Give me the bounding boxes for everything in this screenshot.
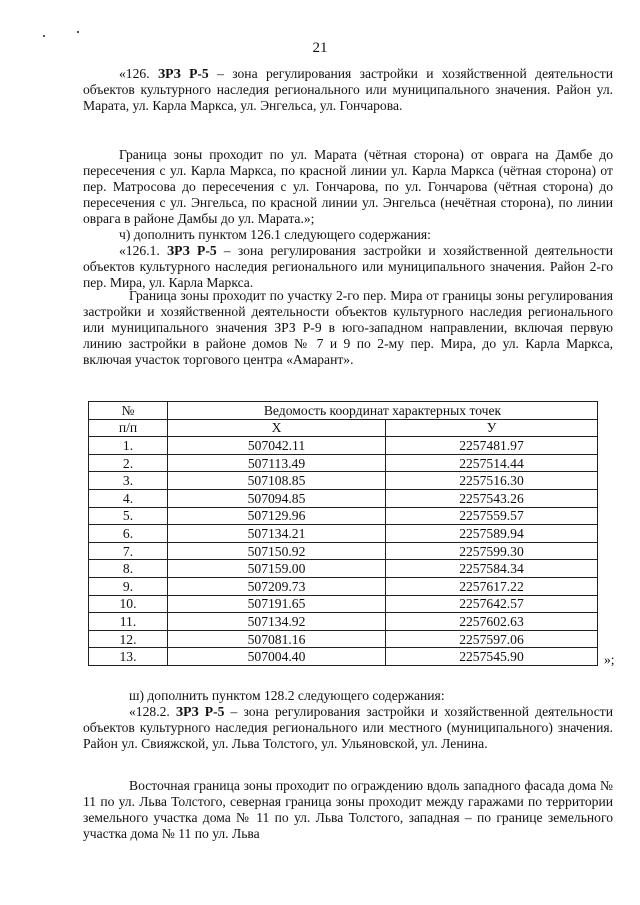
table-row	[89, 489, 598, 507]
table-row	[89, 630, 598, 648]
x-coordinate: 507113.49	[168, 454, 386, 472]
y-coordinate: 2257602.63	[386, 613, 598, 631]
table-row	[89, 525, 598, 543]
clause-126-1-border: Граница зоны проходит по участку 2-го пер. Мира от границы зоны регулирования застройки и хозяйственной деятельности объектов культурного наследия регионального или муниципального значения ЗРЗ Р-9 в юго-западном направлении, включая первую линию застройки в районе домов № 7 и 9 по 2-му пер. Мира, до ул. Карла Маркса, включая участок торгового центра «Амарант».	[83, 288, 613, 367]
table-row	[89, 437, 598, 455]
y-coordinate: 2257599.30	[386, 542, 598, 560]
x-coordinate: 507042.11	[168, 437, 386, 455]
x-coordinate: 507150.92	[168, 542, 386, 560]
row-number: 8.	[89, 560, 168, 578]
x-coordinate: 507129.96	[168, 507, 386, 525]
y-coordinate: 2257516.30	[386, 472, 598, 490]
row-number: 6.	[89, 525, 168, 543]
clause-126: «126. ЗРЗ Р-5 – зона регулирования застройки и хозяйственной деятельности объектов культурного наследия регионального или муниципального значения. Район ул. Марата, ул. Карла Маркса, ул. Энгельса, ул. Гончарова.	[83, 66, 613, 113]
zone-code: ЗРЗ Р-5	[167, 243, 217, 258]
x-coordinate: 507159.00	[168, 560, 386, 578]
row-number: 5.	[89, 507, 168, 525]
y-coordinate: 2257584.34	[386, 560, 598, 578]
table-row	[89, 560, 598, 578]
table-row	[89, 613, 598, 631]
header-number-sub: п/п	[89, 419, 168, 437]
x-coordinate: 507004.40	[168, 648, 386, 666]
y-coordinate: 2257642.57	[386, 595, 598, 613]
row-number: 4.	[89, 489, 168, 507]
table-row	[89, 472, 598, 490]
y-coordinate: 2257589.94	[386, 525, 598, 543]
row-number: 10.	[89, 595, 168, 613]
clause-126-1: «126.1. ЗРЗ Р-5 – зона регулирования застройки и хозяйственной деятельности объектов культурного наследия регионального или муниципального значения. Район 2-го пер. Мира, ул. Карла Маркса.	[83, 243, 613, 290]
x-coordinate: 507081.16	[168, 630, 386, 648]
clause-128-2: «128.2. ЗРЗ Р-5 – зона регулирования застройки и хозяйственной деятельности объектов культурного наследия регионального или местного (муниципального) значения. Район ул. Свияжской, ул. Льва Толстого, ул. Ульяновской, ул. Ленина.	[83, 704, 614, 751]
header-title: Ведомость координат характерных точек	[168, 402, 598, 420]
x-coordinate: 507094.85	[168, 489, 386, 507]
x-coordinate: 507209.73	[168, 577, 386, 595]
row-number: 1.	[89, 437, 168, 455]
table-row	[89, 648, 598, 666]
x-coordinate: 507134.92	[168, 613, 386, 631]
table-header-row	[89, 402, 598, 420]
row-number: 9.	[89, 577, 168, 595]
table-row	[89, 542, 598, 560]
x-coordinate: 507191.65	[168, 595, 386, 613]
table-header-row	[89, 419, 598, 437]
header-x: X	[168, 419, 386, 437]
table-row	[89, 577, 598, 595]
coordinates-table	[88, 401, 598, 666]
y-coordinate: 2257514.44	[386, 454, 598, 472]
page-number: 21	[312, 40, 328, 56]
clause-128-2-border: Восточная граница зоны проходит по ограждению вдоль западного фасада дома № 11 по ул. Льва Толстого, северная граница зоны проходит между гаражами по территории земельного участка дома № 11 по ул. Льва Толстого, западная – по границе земельного участка дома № 11 по ул. Льва	[83, 778, 613, 841]
x-coordinate: 507134.21	[168, 525, 386, 543]
y-coordinate: 2257481.97	[386, 437, 598, 455]
y-coordinate: 2257597.06	[386, 630, 598, 648]
row-number: 3.	[89, 472, 168, 490]
y-coordinate: 2257543.26	[386, 489, 598, 507]
row-number: 7.	[89, 542, 168, 560]
header-number: №	[89, 402, 168, 420]
table-row	[89, 595, 598, 613]
row-number: 2.	[89, 454, 168, 472]
row-number: 11.	[89, 613, 168, 631]
table-row	[89, 507, 598, 525]
clause-126-border: Граница зоны проходит по ул. Марата (чётная сторона) от оврага на Дамбе до пересечения с ул. Карла Маркса, по красной линии ул. Карла Маркса (чётная сторона) от пер. Матросова до пересечения с ул. Гончарова, по ул. Гончарова (чётная сторона) до пересечения с ул. Энгельса, по красной линии ул. Энгельса (нечётная сторона), по линии оврага в районе Дамбы до ул. Марата.»;	[83, 147, 613, 226]
row-number: 12.	[89, 630, 168, 648]
zone-code: ЗРЗ Р-5	[157, 66, 209, 81]
table-row	[89, 454, 598, 472]
item-sh: ш) дополнить пунктом 128.2 следующего содержания:	[129, 688, 445, 703]
x-coordinate: 507108.85	[168, 472, 386, 490]
item-ch: ч) дополнить пунктом 126.1 следующего содержания:	[119, 227, 431, 242]
scan-speck	[77, 31, 79, 33]
table-closing-quote: »;	[604, 652, 615, 667]
header-y: У	[386, 419, 598, 437]
y-coordinate: 2257617.22	[386, 577, 598, 595]
row-number: 13.	[89, 648, 168, 666]
y-coordinate: 2257545.90	[386, 648, 598, 666]
scan-speck	[43, 35, 45, 37]
y-coordinate: 2257559.57	[386, 507, 598, 525]
zone-code: ЗРЗ Р-5	[175, 704, 225, 719]
